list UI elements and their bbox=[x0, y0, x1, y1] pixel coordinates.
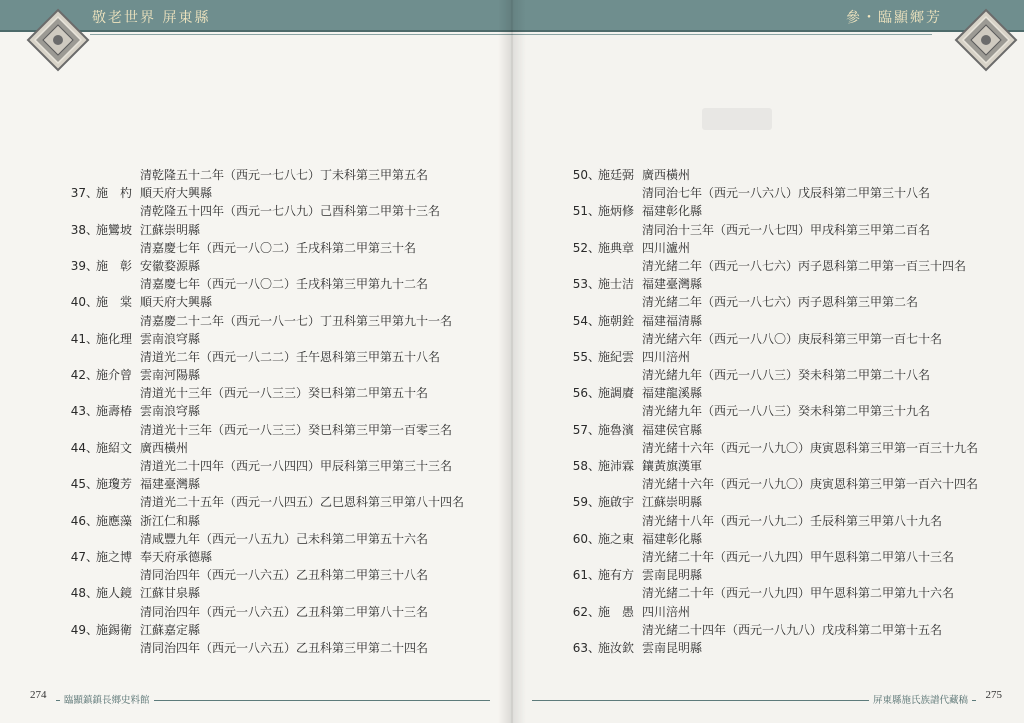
entry-separator: 、 bbox=[86, 186, 99, 201]
exam-record: 清光緒二十年（西元一八九四）甲午恩科第二甲第八十三名 bbox=[642, 549, 955, 564]
page-footer bbox=[532, 689, 1002, 707]
entry-separator: 、 bbox=[588, 568, 601, 583]
entry-name: 施汝欽 bbox=[598, 640, 635, 655]
header-rule bbox=[90, 34, 512, 35]
entry-place: 順天府大興縣 bbox=[140, 186, 213, 201]
exam-record-row bbox=[570, 330, 978, 348]
entry-separator: 、 bbox=[588, 604, 601, 619]
entry-row bbox=[570, 493, 978, 511]
entry-name: 施之東 bbox=[598, 531, 635, 546]
entry-number: 60 bbox=[572, 531, 588, 546]
exam-record: 清同治四年（西元一八六五）乙丑科第二甲第八十三名 bbox=[140, 604, 429, 619]
entry-name: 施 杓 bbox=[96, 186, 133, 201]
entry-place: 福建彰化縣 bbox=[642, 204, 703, 219]
page-number: 274 bbox=[30, 689, 47, 701]
entry-place: 雲南浪穹縣 bbox=[140, 331, 201, 346]
entry-number: 59 bbox=[572, 495, 588, 510]
header-rule bbox=[512, 34, 932, 35]
entry-place: 福建臺灣縣 bbox=[140, 477, 201, 492]
entry-row bbox=[68, 366, 464, 384]
exam-record: 清道光二年（西元一八二二）壬午恩科第三甲第五十八名 bbox=[140, 349, 441, 364]
entry-name: 施典章 bbox=[598, 240, 635, 255]
entry-row bbox=[570, 166, 978, 184]
entry-separator: 、 bbox=[588, 422, 601, 437]
entry-row bbox=[570, 275, 978, 293]
entry-row bbox=[68, 439, 464, 457]
entry-name: 施紹文 bbox=[96, 440, 133, 455]
entry-list bbox=[570, 166, 978, 657]
entry-place: 鑲黃旗漢軍 bbox=[642, 459, 703, 473]
exam-record-row bbox=[68, 312, 464, 330]
header-band bbox=[512, 0, 1024, 32]
exam-record: 清光緒六年（西元一八八〇）庚辰科第三甲第一百七十名 bbox=[642, 331, 943, 346]
entry-separator: 、 bbox=[588, 459, 601, 473]
entry-place: 雲南河陽縣 bbox=[140, 368, 201, 383]
entry-separator: 、 bbox=[588, 349, 601, 364]
entry-separator: 、 bbox=[86, 222, 99, 237]
exam-record-row bbox=[68, 639, 464, 657]
entry-number: 45 bbox=[70, 477, 86, 492]
entry-place: 福建侯官縣 bbox=[642, 422, 703, 437]
entry-number: 63 bbox=[572, 640, 588, 655]
exam-record: 清乾隆五十四年（西元一七八九）己酉科第二甲第十三名 bbox=[140, 204, 441, 219]
entry-number: 61 bbox=[572, 568, 588, 583]
entry-separator: 、 bbox=[86, 440, 99, 455]
entry-name: 施炳修 bbox=[598, 204, 635, 219]
footer-title: 屏東縣施氏族譜代藏稿 bbox=[869, 692, 972, 706]
exam-record-row bbox=[68, 530, 464, 548]
footer-title: 臨顯鎮鎮長鄉史料館 bbox=[60, 692, 154, 706]
exam-record-row bbox=[68, 566, 464, 584]
exam-record-row bbox=[68, 239, 464, 257]
entry-separator: 、 bbox=[86, 295, 99, 310]
entry-number: 54 bbox=[572, 313, 588, 328]
entry-separator: 、 bbox=[86, 404, 99, 419]
exam-record-row bbox=[68, 457, 464, 475]
entry-name: 施之博 bbox=[96, 549, 133, 564]
entry-row bbox=[68, 512, 464, 530]
exam-record-row bbox=[68, 348, 464, 366]
entry-separator: 、 bbox=[86, 549, 99, 564]
entry-name: 施廷弼 bbox=[598, 168, 635, 182]
entry-row bbox=[570, 603, 978, 621]
entry-row bbox=[570, 530, 978, 548]
entry-row bbox=[68, 621, 464, 639]
entry-separator: 、 bbox=[86, 368, 99, 383]
entry-number: 37 bbox=[70, 186, 86, 201]
entry-separator: 、 bbox=[588, 240, 601, 255]
entry-number: 51 bbox=[572, 204, 588, 219]
exam-record: 清道光二十四年（西元一八四四）甲辰科第三甲第三十三名 bbox=[140, 459, 453, 473]
entry-number: 42 bbox=[70, 368, 86, 383]
entry-number: 39 bbox=[70, 258, 86, 273]
exam-record: 清咸豐九年（西元一八五九）己未科第二甲第五十六名 bbox=[140, 531, 429, 546]
diamond-ornament-icon bbox=[26, 8, 90, 72]
entry-number: 58 bbox=[572, 459, 588, 473]
entry-name: 施人鏡 bbox=[96, 586, 133, 601]
entry-name: 施啟宇 bbox=[598, 495, 635, 510]
exam-record-row bbox=[570, 621, 978, 639]
entry-row bbox=[570, 457, 978, 475]
exam-record: 清乾隆五十二年（西元一七八七）丁未科第三甲第五名 bbox=[140, 168, 429, 182]
entry-place: 四川瀘州 bbox=[642, 240, 691, 255]
entry-row bbox=[570, 384, 978, 402]
exam-record: 清同治十三年（西元一八七四）甲戌科第三甲第二百名 bbox=[642, 222, 931, 237]
exam-record-row bbox=[570, 402, 978, 420]
entry-number: 46 bbox=[70, 513, 86, 528]
entry-name: 施沛霖 bbox=[598, 459, 635, 473]
entry-place: 奉天府承德縣 bbox=[140, 549, 213, 564]
entry-number: 49 bbox=[70, 622, 86, 637]
exam-record-row bbox=[68, 275, 464, 293]
entry-row bbox=[68, 330, 464, 348]
exam-record: 清光緒九年（西元一八八三）癸未科第二甲第三十九名 bbox=[642, 404, 931, 419]
exam-record: 清同治四年（西元一八六五）乙丑科第三甲第二十四名 bbox=[140, 640, 429, 655]
entry-place: 雲南昆明縣 bbox=[642, 640, 703, 655]
exam-record: 清光緒二十四年（西元一八九八）戊戌科第二甲第十五名 bbox=[642, 622, 943, 637]
diamond-ornament-icon bbox=[954, 8, 1018, 72]
exam-record: 清道光十三年（西元一八三三）癸巳科第二甲第五十名 bbox=[140, 386, 429, 401]
entry-name: 施錫衛 bbox=[96, 622, 133, 637]
exam-record: 清光緒二年（西元一八七六）丙子恩科第二甲第一百三十四名 bbox=[642, 258, 967, 273]
entry-separator: 、 bbox=[86, 586, 99, 601]
entry-number: 40 bbox=[70, 295, 86, 310]
entry-number: 50 bbox=[572, 168, 588, 182]
entry-separator: 、 bbox=[588, 495, 601, 510]
entry-name: 施應藻 bbox=[96, 513, 133, 528]
exam-record-row bbox=[570, 439, 978, 457]
entry-number: 48 bbox=[70, 586, 86, 601]
entry-number: 44 bbox=[70, 440, 86, 455]
entry-separator: 、 bbox=[86, 513, 99, 528]
entry-place: 福建臺灣縣 bbox=[642, 277, 703, 292]
exam-record-row bbox=[570, 584, 978, 602]
exam-record-row bbox=[570, 512, 978, 530]
running-title: 敬老世界 屏東縣 bbox=[92, 10, 211, 26]
exam-record-row bbox=[570, 475, 978, 493]
entry-row bbox=[570, 421, 978, 439]
entry-separator: 、 bbox=[588, 640, 601, 655]
running-title: 參・臨顯鄉芳 bbox=[846, 10, 942, 26]
entry-number: 43 bbox=[70, 404, 86, 419]
right-page bbox=[512, 0, 1024, 723]
entry-row bbox=[570, 312, 978, 330]
entry-row bbox=[570, 239, 978, 257]
entry-place: 雲南昆明縣 bbox=[642, 568, 703, 583]
exam-record-row bbox=[570, 221, 978, 239]
entry-name: 施 棠 bbox=[96, 295, 133, 310]
entry-number: 38 bbox=[70, 222, 86, 237]
page-number: 275 bbox=[985, 689, 1002, 701]
entry-place: 江蘇嘉定縣 bbox=[140, 622, 201, 637]
exam-record: 清嘉慶七年（西元一八〇二）壬戌科第二甲第三十名 bbox=[140, 240, 417, 255]
exam-record: 清道光二十五年（西元一八四五）乙巳恩科第三甲第八十四名 bbox=[140, 495, 465, 510]
entry-separator: 、 bbox=[588, 531, 601, 546]
entry-number: 53 bbox=[572, 277, 588, 292]
entry-row bbox=[68, 184, 464, 202]
entry-name: 施瓊芳 bbox=[96, 477, 133, 492]
entry-row bbox=[570, 202, 978, 220]
entry-place: 雲南浪穹縣 bbox=[140, 404, 201, 419]
entry-separator: 、 bbox=[588, 386, 601, 401]
exam-record-row bbox=[68, 603, 464, 621]
page-footer bbox=[30, 689, 490, 707]
entry-separator: 、 bbox=[588, 313, 601, 328]
exam-record-row bbox=[570, 184, 978, 202]
entry-place: 福建龍溪縣 bbox=[642, 386, 703, 401]
entry-name: 施 愚 bbox=[598, 604, 635, 619]
exam-record: 清嘉慶七年（西元一八〇二）壬戌科第三甲第九十二名 bbox=[140, 277, 429, 292]
entry-place: 安徽婺源縣 bbox=[140, 258, 201, 273]
entry-name: 施紀雲 bbox=[598, 349, 635, 364]
entry-separator: 、 bbox=[86, 477, 99, 492]
entry-row bbox=[68, 475, 464, 493]
entry-row bbox=[68, 548, 464, 566]
entry-name: 施壽椿 bbox=[96, 404, 133, 419]
entry-separator: 、 bbox=[588, 277, 601, 292]
exam-record-row bbox=[68, 493, 464, 511]
entry-number: 56 bbox=[572, 386, 588, 401]
exam-record-row bbox=[68, 166, 464, 184]
exam-record: 清光緒十六年（西元一八九〇）庚寅恩科第三甲第一百六十四名 bbox=[642, 477, 979, 492]
entry-row bbox=[570, 639, 978, 657]
entry-number: 55 bbox=[572, 349, 588, 364]
entry-number: 62 bbox=[572, 604, 588, 619]
entry-row bbox=[68, 293, 464, 311]
entry-name: 施介曾 bbox=[96, 368, 133, 383]
exam-record-row bbox=[570, 257, 978, 275]
exam-record: 清光緒二年（西元一八七六）丙子恩科第三甲第二名 bbox=[642, 295, 919, 310]
exam-record: 清光緒十六年（西元一八九〇）庚寅恩科第三甲第一百三十九名 bbox=[642, 440, 979, 455]
entry-place: 江蘇崇明縣 bbox=[140, 222, 201, 237]
entry-place: 福建彰化縣 bbox=[642, 531, 703, 546]
exam-record: 清道光十三年（西元一八三三）癸巳科第三甲第一百零三名 bbox=[140, 422, 453, 437]
entry-list bbox=[68, 166, 464, 657]
entry-number: 57 bbox=[572, 422, 588, 437]
exam-record: 清同治四年（西元一八六五）乙丑科第二甲第三十八名 bbox=[140, 568, 429, 583]
entry-row bbox=[68, 584, 464, 602]
entry-name: 施魯濱 bbox=[598, 422, 635, 437]
entry-separator: 、 bbox=[86, 331, 99, 346]
entry-row bbox=[570, 348, 978, 366]
entry-number: 41 bbox=[70, 331, 86, 346]
entry-place: 廣西橫州 bbox=[140, 440, 189, 455]
entry-name: 施士洁 bbox=[598, 277, 635, 292]
exam-record-row bbox=[68, 202, 464, 220]
entry-place: 江蘇崇明縣 bbox=[642, 495, 703, 510]
entry-place: 江蘇甘泉縣 bbox=[140, 586, 201, 601]
entry-row bbox=[68, 402, 464, 420]
entry-name: 施鸞坡 bbox=[96, 222, 133, 237]
entry-row bbox=[570, 566, 978, 584]
entry-name: 施朝銓 bbox=[598, 313, 635, 328]
faint-stamp bbox=[702, 108, 772, 130]
exam-record: 清嘉慶二十二年（西元一八一七）丁丑科第三甲第九十一名 bbox=[140, 313, 453, 328]
entry-separator: 、 bbox=[86, 622, 99, 637]
exam-record: 清同治七年（西元一八六八）戊辰科第二甲第三十八名 bbox=[642, 186, 931, 201]
exam-record: 清光緒二十年（西元一八九四）甲午恩科第二甲第九十六名 bbox=[642, 586, 955, 601]
entry-number: 47 bbox=[70, 549, 86, 564]
exam-record-row bbox=[570, 366, 978, 384]
entry-row bbox=[68, 221, 464, 239]
exam-record-row bbox=[570, 293, 978, 311]
exam-record-row bbox=[68, 421, 464, 439]
entry-place: 廣西橫州 bbox=[642, 168, 691, 182]
entry-name: 施化理 bbox=[96, 331, 133, 346]
entry-place: 四川涪州 bbox=[642, 604, 691, 619]
entry-name: 施調賡 bbox=[598, 386, 635, 401]
exam-record-row bbox=[68, 384, 464, 402]
exam-record-row bbox=[570, 548, 978, 566]
entry-place: 福建福清縣 bbox=[642, 313, 703, 328]
entry-separator: 、 bbox=[588, 204, 601, 219]
entry-name: 施有方 bbox=[598, 568, 635, 583]
entry-number: 52 bbox=[572, 240, 588, 255]
entry-separator: 、 bbox=[86, 258, 99, 273]
entry-separator: 、 bbox=[588, 168, 601, 182]
entry-place: 四川涪州 bbox=[642, 349, 691, 364]
exam-record: 清光緒九年（西元一八八三）癸未科第二甲第二十八名 bbox=[642, 368, 931, 383]
entry-row bbox=[68, 257, 464, 275]
entry-name: 施 彰 bbox=[96, 258, 133, 273]
exam-record: 清光緒十八年（西元一八九二）壬辰科第三甲第八十九名 bbox=[642, 513, 943, 528]
entry-place: 浙江仁和縣 bbox=[140, 513, 201, 528]
entry-place: 順天府大興縣 bbox=[140, 295, 213, 310]
